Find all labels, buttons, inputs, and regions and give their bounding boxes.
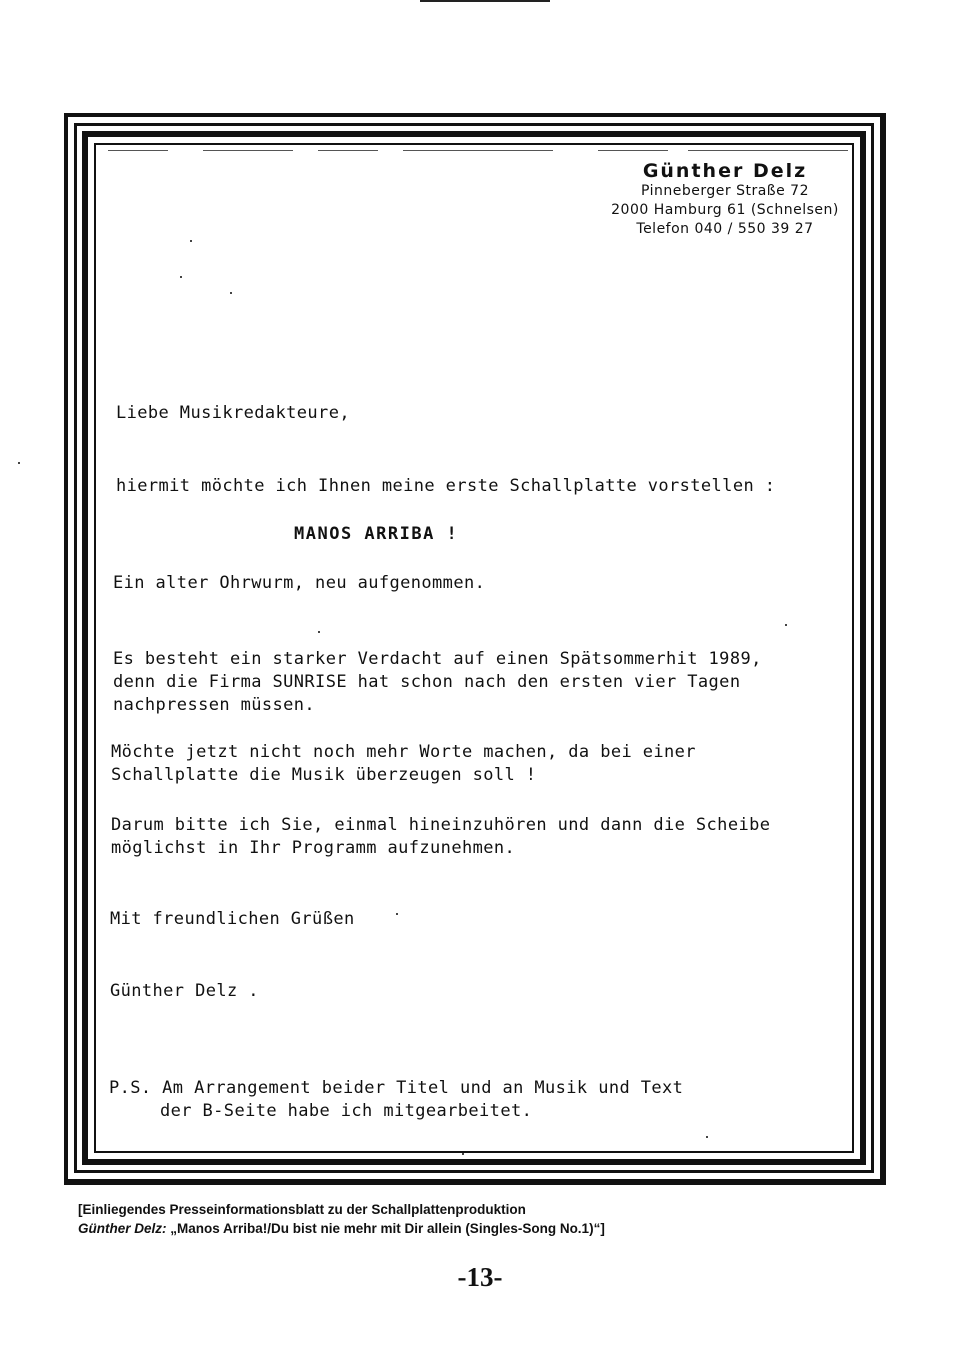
tagline: Ein alter Ohrwurm, neu aufgenommen.	[113, 573, 486, 593]
sender-phone: Telefon 040 / 550 39 27	[636, 221, 814, 237]
scan-speck	[396, 913, 398, 915]
paragraph-request	[111, 814, 770, 860]
caption-title: „Manos Arriba!/Du bist nie mehr mit Dir allein (Singles-Song No.1)“]	[166, 1221, 605, 1236]
scan-speck	[706, 1136, 708, 1138]
dashed-rule	[598, 150, 668, 151]
intro-line: hiermit möchte ich Ihnen meine erste Schallplatte vorstellen :	[116, 476, 776, 496]
scan-speck	[18, 462, 20, 464]
dashed-rule	[318, 150, 378, 151]
scan-speck	[785, 624, 787, 626]
song-title: MANOS ARRIBA !	[294, 524, 459, 544]
sender-address	[600, 160, 850, 239]
paragraph-line: nachpressen müssen.	[113, 695, 316, 715]
dashed-rule	[403, 150, 553, 151]
caption-line: [Einliegendes Presseinformationsblatt zu der Schallplattenproduktion	[78, 1202, 526, 1217]
page-number: -13-	[457, 1262, 503, 1292]
paragraph-line: denn die Firma SUNRISE hat schon nach den ersten vier Tagen	[113, 672, 741, 692]
paragraph-no-more-words	[111, 741, 696, 787]
dashed-rule	[203, 150, 293, 151]
sender-name: Günther Delz	[642, 160, 808, 182]
scan-speck	[230, 292, 232, 294]
paragraph-line: Schallplatte die Musik überzeugen soll !	[111, 765, 537, 785]
caption-author: Günther Delz:	[78, 1221, 167, 1236]
paragraph-hit-suspicion	[113, 648, 762, 717]
salutation: Liebe Musikredakteure,	[116, 403, 350, 423]
postscript	[109, 1077, 683, 1123]
signature: Günther Delz .	[110, 981, 259, 1001]
sender-street: Pinneberger Straße 72	[640, 183, 809, 199]
scan-speck	[318, 631, 320, 633]
paragraph-line: möglichst in Ihr Programm aufzunehmen.	[111, 838, 516, 858]
dashed-rule	[688, 150, 848, 151]
top-edge-mark	[420, 0, 550, 2]
sender-city: 2000 Hamburg 61 (Schnelsen)	[611, 202, 839, 218]
paragraph-line: Möchte jetzt nicht noch mehr Worte machen, da bei einer	[111, 742, 696, 762]
postscript-line: der B-Seite habe ich mitgearbeitet.	[160, 1101, 533, 1121]
caption-line	[78, 1219, 605, 1238]
paragraph-line: Darum bitte ich Sie, einmal hineinzuhören und dann die Scheibe	[111, 815, 771, 835]
scan-speck	[180, 276, 182, 278]
paragraph-line: Es besteht ein starker Verdacht auf einen Spätsommerhit 1989,	[113, 649, 762, 669]
postscript-line: P.S. Am Arrangement beider Titel und an Musik und Text	[109, 1078, 684, 1098]
document-caption	[78, 1200, 605, 1238]
scan-speck	[462, 1153, 464, 1155]
closing: Mit freundlichen Grüßen	[110, 909, 355, 929]
scan-speck	[190, 240, 192, 242]
dashed-rule	[108, 150, 168, 151]
